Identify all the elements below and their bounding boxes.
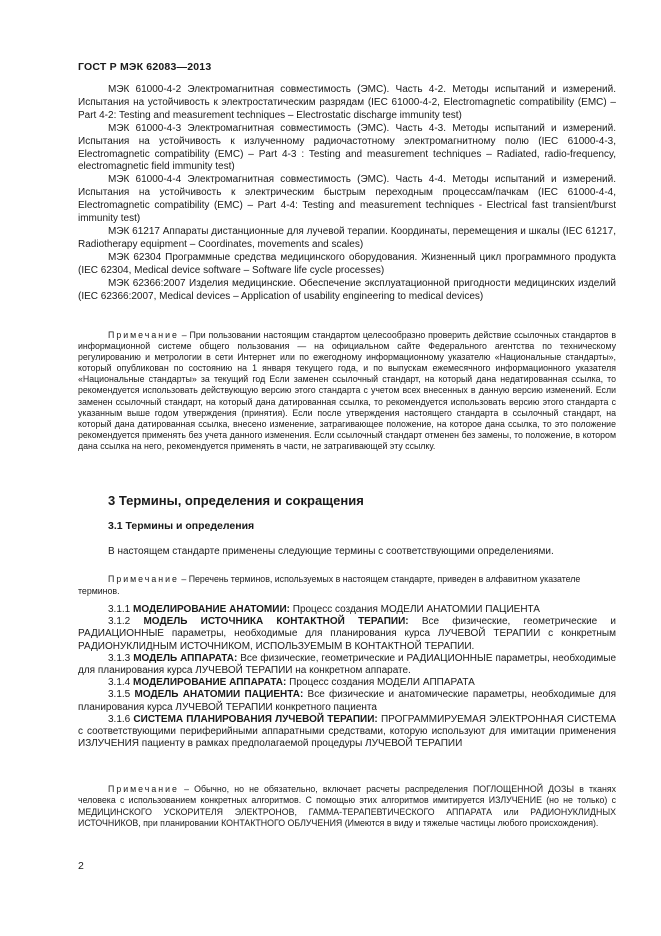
term-name: МОДЕЛИРОВАНИЕ АППАРАТА: bbox=[133, 677, 287, 689]
term-number: 3.1.3 bbox=[108, 652, 131, 664]
term-number: 3.1.1 bbox=[108, 604, 131, 615]
note-label: Примечание bbox=[108, 574, 179, 584]
terms-list bbox=[78, 604, 616, 750]
normative-references bbox=[78, 84, 616, 303]
note-label: Примечание bbox=[108, 784, 179, 794]
term-number: 3.1.6 bbox=[108, 713, 131, 725]
term-entry bbox=[78, 604, 616, 616]
term-definition: Процесс создания МОДЕЛИ АППАРАТА bbox=[289, 677, 475, 689]
term-name: МОДЕЛЬ АППАРАТА: bbox=[133, 652, 238, 664]
reference-item: МЭК 61000-4-3 Электромагнитная совместимость (ЭМС). Часть 4-3. Методы испытаний и измерений. Испытания на устойчивость к излученному радиочастотному электромагнитному полю (IEC 61000-4-3, Electromagnetic compatibility (EMC) – Part 4-3 : Testing and measurement techniques – Radiated, radio-frequency, electromagnetic field immunity test) bbox=[78, 122, 616, 173]
term-name: МОДЕЛИРОВАНИЕ АНАТОМИИ: bbox=[133, 604, 290, 615]
term-name: МОДЕЛЬ ИСТОЧНИКА КОНТАКТНОЙ ТЕРАПИИ: bbox=[143, 616, 409, 628]
term-number: 3.1.4 bbox=[108, 677, 131, 689]
section-intro: В настоящем стандарте применены следующие термины с соответствующими определениями. bbox=[108, 546, 554, 557]
definition-note bbox=[78, 784, 616, 829]
term-entry bbox=[78, 653, 616, 677]
term-definition: Все физические, геометрические и РАДИАЦИОННЫЕ параметры, необходимые для планирования курса ЛУЧЕВОЙ ТЕРАПИИ на конкретном аппарате. bbox=[78, 652, 617, 677]
term-number: 3.1.5 bbox=[108, 689, 131, 701]
standard-header: ГОСТ Р МЭК 62083—2013 bbox=[78, 61, 212, 73]
term-entry bbox=[78, 677, 616, 689]
term-entry bbox=[78, 616, 616, 653]
term-definition: Все физические и анатомические параметры, необходимые для планирования курса ЛУЧЕВОЙ ТЕРАПИИ конкретного пациента bbox=[78, 689, 617, 713]
term-entry bbox=[78, 689, 616, 713]
term-name: СИСТЕМА ПЛАНИРОВАНИЯ ЛУЧЕВОЙ ТЕРАПИИ: bbox=[133, 713, 378, 725]
reference-item: МЭК 61000-4-4 Электромагнитная совместимость (ЭМС). Часть 4-4. Методы испытаний и измерений. Испытания на устойчивость к электрическим быстрым переходным процессам/пачкам (IEC 61000-4-4, Electromagnetic compatibility (EMC) – Part 4-4: Testing and measurement techniques - Electrical fast transient/burst immunity test) bbox=[78, 174, 616, 225]
term-definition: Процесс создания МОДЕЛИ АНАТОМИИ ПАЦИЕНТА bbox=[292, 604, 540, 615]
term-entry bbox=[78, 714, 616, 751]
term-number: 3.1.2 bbox=[108, 616, 131, 628]
section-title: 3 Термины, определения и сокращения bbox=[108, 493, 364, 508]
reference-item: МЭК 61217 Аппараты дистанционные для лучевой терапии. Координаты, перемещения и шкалы (IEC 61217, Radiotherapy equipment – Coordinates, movements and scales) bbox=[78, 225, 616, 250]
references-note bbox=[78, 330, 616, 452]
note-text: – Обычно, но не обязательно, включает расчеты распределения ПОГЛОЩЕННОЙ ДОЗЫ в тканях человека с использованием конкретных алгоритмов. С помощью этих алгоритмов имитируется ИЗЛУЧЕНИЕ (но не только) с МЕДИЦИНСКОГО УСКОРИТЕЛЯ ЭЛЕКТРОНОВ, ГАММА-ТЕРАПЕВТИЧЕСКОГО АППАРАТА или РАДИОНУКЛИДНЫХ ИСТОЧНИКОВ, при планировании КОНТАКТНОГО ОБЛУЧЕНИЯ (Имеются в виду и тяжелые частицы любого происхождения). bbox=[78, 784, 616, 828]
reference-item: МЭК 61000-4-2 Электромагнитная совместимость (ЭМС). Часть 4-2. Методы испытаний и измерений. Испытания на устойчивость к электростатическим разрядам (IEC 61000-4-2, Electromagnetic compatibility (EMC) – Part 4-2: Testing and measurement techniques – Electrostatic discharge immunity test) bbox=[78, 84, 616, 121]
note-label: Примечание bbox=[108, 330, 179, 340]
note-text: – При пользовании настоящим стандартом целесообразно проверить действие ссылочных стандартов в информационной системе общего пользования — на официальном сайте Федерального агентства по техническому регулированию и метрологии в сети Интернет или по ежегодному информационному указателю «Национальные стандарты», который опубликован по состоянию на 1 января текущего года, и по выпускам ежемесячного информационного указателя «Национальные стандарты» за текущий год Если заменен ссылочный стандарт, на который дана недатированная ссылка, то рекомендуется использовать действующую версию этого стандарта с учетом всех внесенных в данную версию изменений. Если заменен ссылочный стандарт, на который дана датированная ссылка, то рекомендуется использовать версию этого стандарта с указанным выше годом утверждения (принятия). Если после утверждения настоящего стандарта в ссылочный стандарт, на который дана датированная ссылка, внесено изменение, затрагивающее положение, на которое дана ссылка, то это положение рекомендуется применять без учета данного изменения. Если ссылочный стандарт отменен без замены, то положение, в котором дана ссылка на него, рекомендуется применять в части, не затрагивающей эту ссылку. bbox=[78, 330, 616, 451]
terms-note bbox=[78, 574, 616, 597]
reference-item: МЭК 62366:2007 Изделия медицинские. Обеспечение эксплуатационной пригодности медицинских изделий (IEC 62366:2007, Medical devices – Application of usability engineering to medical devices) bbox=[78, 277, 616, 302]
reference-item: МЭК 62304 Программные средства медицинского оборудования. Жизненный цикл программного продукта (IEC 62304, Medical device software – Software life cycle processes) bbox=[78, 251, 616, 276]
note-text: – Перечень терминов, используемых в настоящем стандарте, приведен в алфавитном указателе терминов. bbox=[78, 574, 581, 596]
page-number: 2 bbox=[78, 860, 84, 872]
term-definition: Все физические, геометрические и РАДИАЦИОННЫЕ параметры, необходимые для планирования курса ЛУЧЕВОЙ ТЕРАПИИ с конкретным РАДИОНУКЛИДНЫМ ИСТОЧНИКОМ, ИСПОЛЬЗУЕМЫМ В КОНТАКТНОЙ ТЕРАПИИ. bbox=[78, 616, 617, 652]
subsection-title: 3.1 Термины и определения bbox=[108, 520, 255, 532]
term-definition: ПРОГРАММИРУЕМАЯ ЭЛЕКТРОННАЯ СИСТЕМА с соответствующими периферийными аппаратными средствами, которую используют для имитации применения ИЗЛУЧЕНИЯ пациенту в рамках предполагаемой процедуры ЛУЧЕВОЙ ТЕРАПИИ bbox=[78, 713, 616, 750]
term-name: МОДЕЛЬ АНАТОМИИ ПАЦИЕНТА: bbox=[134, 689, 304, 701]
